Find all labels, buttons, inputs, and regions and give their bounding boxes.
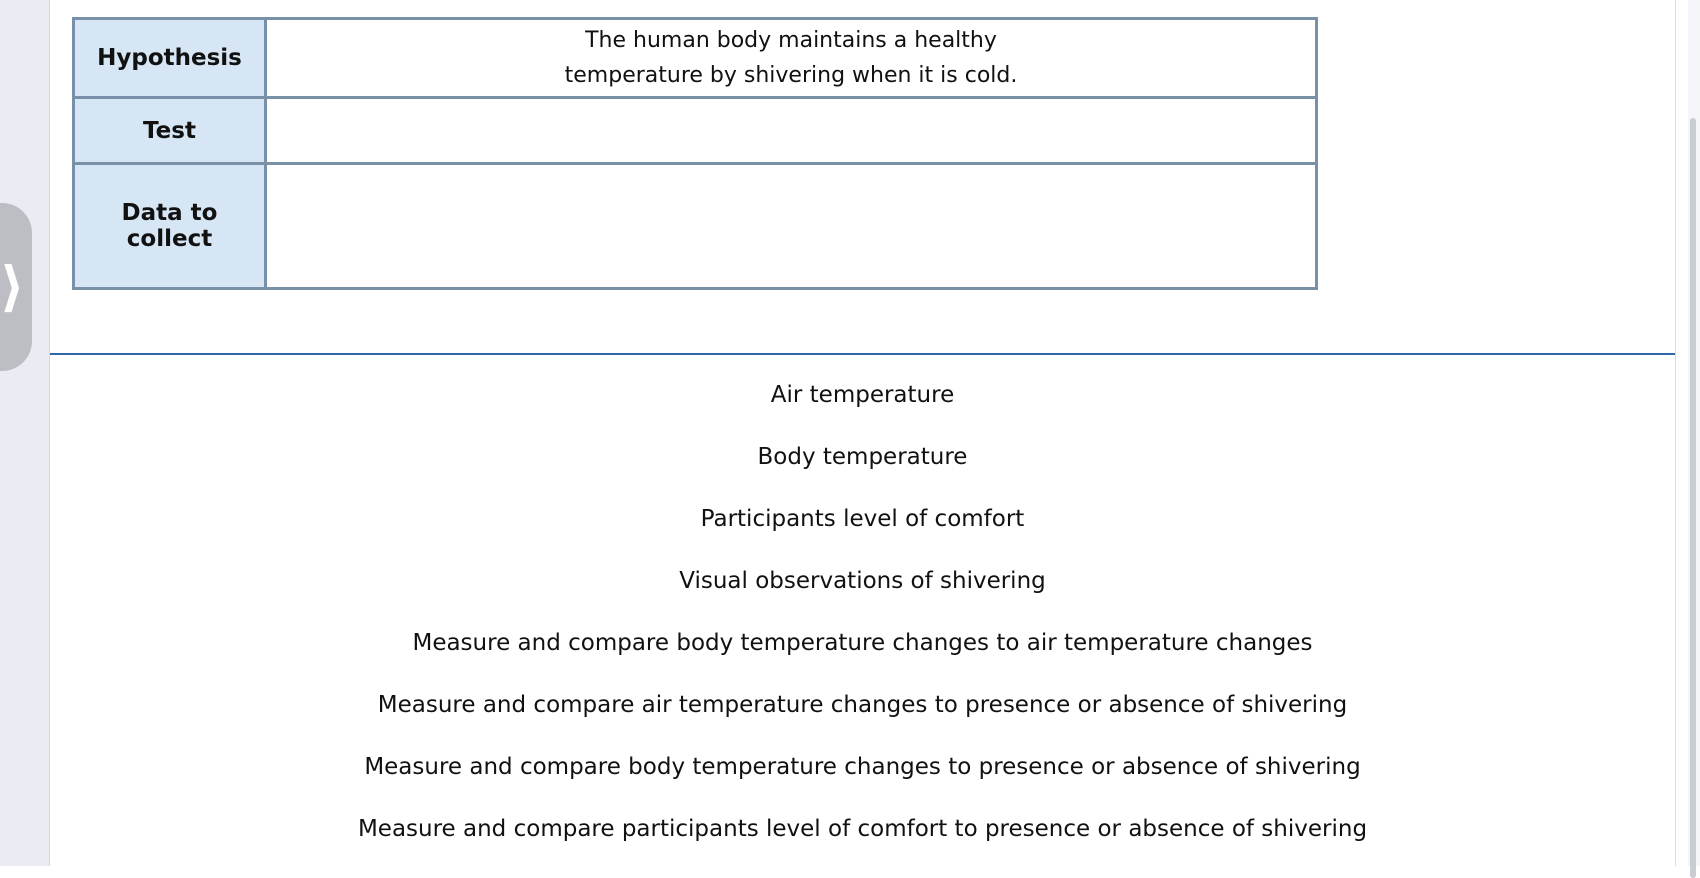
option-item[interactable]: Visual observations of shivering [679,568,1046,594]
chevron-right-icon: ⟩ [0,255,25,318]
table-row-test [74,98,1317,164]
option-item[interactable]: Measure and compare air temperature changes to presence or absence of shivering [377,692,1348,718]
row-header-hypothesis: Hypothesis [74,19,266,98]
option-item[interactable]: Body temperature [757,444,968,470]
test-drop-zone[interactable] [266,98,1317,164]
side-panel-toggle[interactable] [0,203,32,371]
hypothesis-line-2: temperature by shivering when it is cold. [564,63,1018,88]
option-item[interactable]: Measure and compare participants level of comfort to presence or absence of shivering [357,816,1368,842]
table-row-data-to-collect [74,164,1317,289]
row-header-test: Test [74,98,266,164]
option-item[interactable]: Measure and compare body temperature changes to presence or absence of shivering [364,754,1361,780]
option-item[interactable]: Measure and compare body temperature changes to air temperature changes [412,630,1313,656]
option-item[interactable]: Participants level of comfort [700,506,1025,532]
hypothesis-cell [266,19,1317,98]
answer-options-list [50,376,1675,872]
row-header-data-to-collect: Data to collect [74,164,266,289]
scrollbar-thumb[interactable] [1690,118,1696,878]
table-row-hypothesis [74,19,1317,98]
hypothesis-table [72,17,1318,290]
option-item[interactable]: Air temperature [770,382,955,408]
left-gutter [0,0,50,866]
hypothesis-line-1: The human body maintains a healthy [585,28,997,53]
data-to-collect-drop-zone[interactable] [266,164,1317,289]
section-divider [50,353,1675,355]
